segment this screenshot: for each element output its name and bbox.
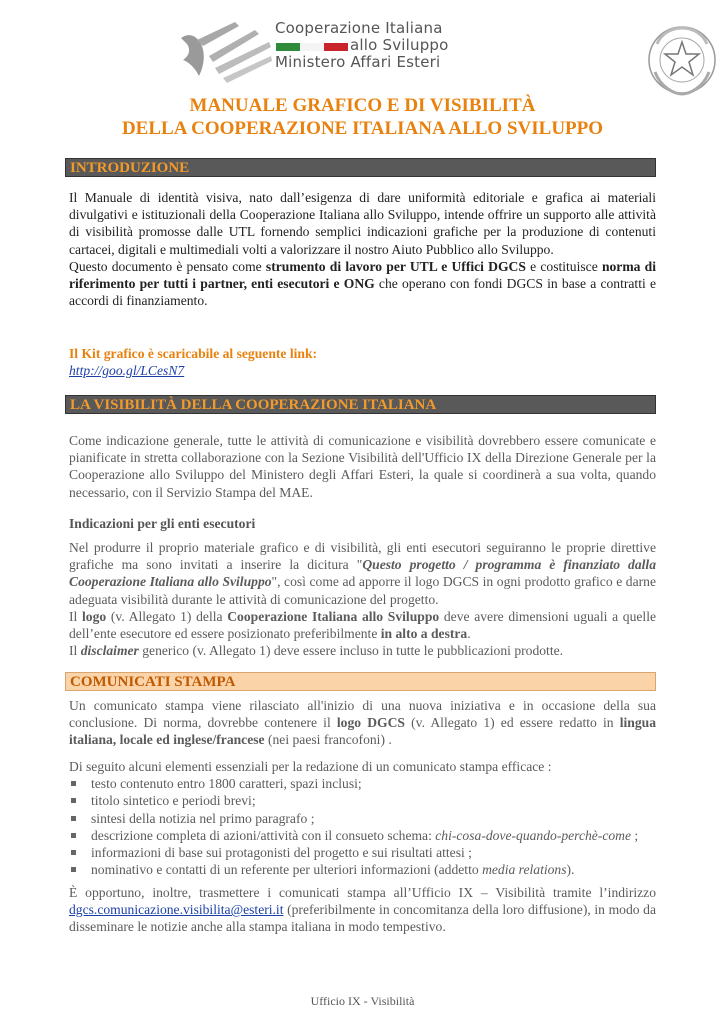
intro-paragraph-1 (69, 189, 656, 309)
list-item (69, 792, 656, 809)
republic-emblem-icon (645, 22, 719, 100)
list-item-text: ; (631, 827, 639, 843)
list-item-text: descrizione completa di azioni/attività con il consueto schema: (91, 827, 436, 843)
list-item-text: ). (566, 862, 575, 878)
list-item-text: informazioni di base sui protagonisti del progetto e sui risultati attesi ; (91, 845, 472, 861)
italian-flag-stripe (276, 43, 350, 51)
press-list-intro: Di seguito alcuni elementi essenziali per la redazione di un comunicato stampa efficace : (69, 759, 552, 774)
press-list-section (69, 758, 656, 878)
list-item-text: sintesi della notizia nel primo paragrafo ; (91, 810, 315, 826)
document-title-line-2: DELLA COOPERAZIONE ITALIANA ALLO SVILUPPO (121, 118, 604, 139)
section-heading-visibility: LA VISIBILITÀ DELLA COOPERAZIONE ITALIANA (65, 395, 656, 414)
vis-quote: Questo progetto / programma è finanziato dalla Cooperazione Italiana allo Sviluppo (69, 557, 657, 590)
press-bold: logo DGCS (336, 715, 405, 731)
press-paragraph-1 (69, 697, 656, 749)
vis-bold-italic: disclaimer (80, 643, 139, 659)
logo-line-1: Cooperazione Italiana (275, 19, 443, 37)
visibility-paragraph-2 (69, 539, 656, 659)
section-heading-intro: INTRODUZIONE (65, 158, 656, 177)
intro-text: Questo documento è pensato come (69, 258, 266, 274)
list-item-italic: chi-cosa-dove-quando-perchè-come (435, 827, 632, 843)
list-item (69, 844, 656, 861)
intro-bold: norma di riferimento per tutti i partner, enti esecutori e ONG (69, 258, 657, 292)
kit-link[interactable]: http://goo.gl/LCesN7 (69, 363, 185, 379)
vis-text: (v. Allegato 1) della (106, 608, 228, 624)
visibility-paragraph-1: Come indicazione generale, tutte le attività di comunicazione e visibilità dovrebbero essere comunicate e pianificate in stretta collaborazione con la Sezione Visibilità dell'Ufficio IX della Direzione Generale per la Cooperazione allo Sviluppo del Ministero degli Affari Esteri, la quale si coordinerà a sua volta, quando necessario, con il Servizio Stampa del MAE. (69, 433, 656, 500)
press-list (69, 775, 656, 878)
press-paragraph-2 (69, 884, 656, 936)
press-text: (v. Allegato 1) ed essere redatto in (404, 715, 620, 731)
list-item-text: testo contenuto entro 1800 caratteri, spazi inclusi; (91, 776, 362, 792)
document-title-line-1: MANUALE GRAFICO E DI VISIBILITÀ (189, 95, 536, 116)
visibility-subheading: Indicazioni per gli enti esecutori (69, 516, 256, 531)
vis-bold: Cooperazione Italiana allo Sviluppo (227, 608, 440, 624)
logo-line-2: allo Sviluppo (350, 36, 449, 54)
press-text: Un comunicato stampa viene rilasciato all'inizio di una nuova iniziativa e in occasione della sua conclusione. Di norma, dovrebbe contenere il (69, 698, 656, 731)
vis-text: generico (v. Allegato 1) deve essere incluso in tutte le pubblicazioni prodotte. (138, 643, 564, 659)
intro-text: e costituisce (525, 258, 602, 274)
vis-text: Il (69, 608, 82, 624)
page-footer: Ufficio IX - Visibilità (310, 994, 415, 1008)
logo-line-3: Ministero Affari Esteri (275, 53, 441, 71)
vis-bold: logo (82, 608, 107, 624)
list-item (69, 861, 656, 878)
list-item (69, 810, 656, 827)
email-link[interactable]: dgcs.comunicazione.visibilita@esteri.it (69, 902, 284, 918)
press-bold: lingua italiana, locale ed inglese/francese (69, 715, 657, 748)
list-item-text: nominativo e contatti di un referente per ulteriori informazioni (addetto (91, 862, 483, 878)
vis-text: ", così come ad apporre il logo DGCS in ogni prodotto grafico e darne adeguata visibilità durante le attività di comunicazione del progetto. (69, 574, 656, 607)
intro-text: Il Manuale di identità visiva, nato dall’esigenza di dare uniformità editoriale e grafica ai materiali divulgativi e istituzionali della Cooperazione Italiana allo Sviluppo, intende offrire un supporto alle attività di visibilità promosse dalle UTL fornendo semplici indicazioni grafiche per la produzione di contenuti cartacei, digitali e multimediali volti a valorizzare il nostro Aiuto Pubblico allo Sviluppo. (69, 190, 656, 257)
vis-text: . (467, 626, 471, 642)
intro-text: che operano con fondi DGCS in base a contratti e accordi di finanziamento. (69, 276, 656, 309)
vis-text: Nel produrre il proprio materiale grafico e di visibilità, gli enti esecutori seguiranno le proprie direttive grafiche ma sono invitati a inserire la dicitura " (69, 540, 656, 573)
header-logo (175, 12, 555, 98)
list-item (69, 775, 656, 792)
list-item-italic: media relations (482, 862, 567, 878)
list-item (69, 827, 656, 844)
vis-text: deve avere dimensioni uguali a quelle dell’ente esecutore ed essere posizionato preferibilmente (69, 608, 657, 642)
press-text: (preferibilmente in concomitanza della loro diffusione), in modo da disseminare le notizie anche alla stampa italiana in modo tempestivo. (69, 902, 656, 935)
kit-label: Il Kit grafico è scaricabile al seguente link: (69, 346, 318, 361)
kit-download (69, 345, 656, 379)
press-text: (nei paesi francofoni) . (264, 732, 392, 748)
vis-text: Il (69, 643, 81, 659)
list-item-text: titolo sintetico e periodi brevi; (91, 793, 256, 809)
section-heading-press: COMUNICATI STAMPA (65, 672, 656, 691)
vis-bold: in alto a destra (380, 626, 468, 642)
intro-bold: strumento di lavoro per UTL e Uffici DGCS (265, 258, 526, 274)
doves-logo-icon (175, 16, 275, 86)
press-text: È opportuno, inoltre, trasmettere i comunicati stampa all’Ufficio IX – Visibilità tramite l’indirizzo (69, 885, 656, 900)
